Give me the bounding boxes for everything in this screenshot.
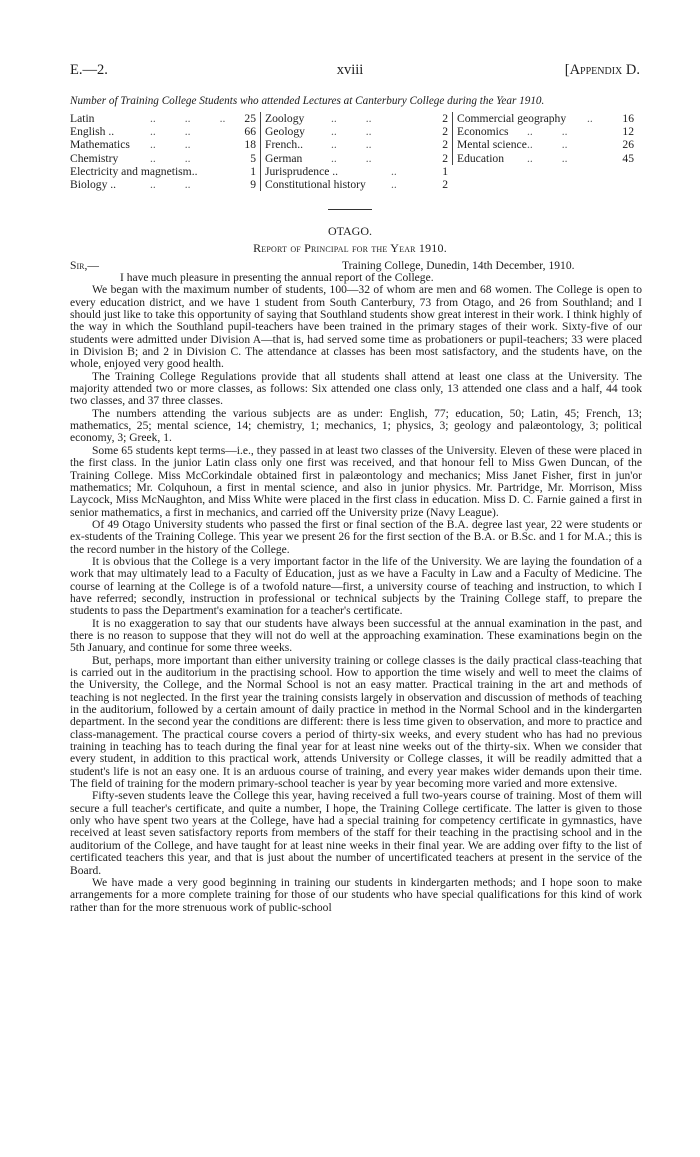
- header-appendix: [565, 62, 640, 79]
- header-bracket: [: [564, 62, 570, 78]
- student-count: 25: [244, 112, 256, 125]
- header-page-number: xviii: [336, 62, 364, 78]
- table-column-3: [452, 112, 640, 165]
- page-header: [0, 62, 700, 84]
- leader-dots: .. ..: [331, 151, 372, 165]
- table-column-1: [70, 112, 260, 191]
- report-paragraph: We have made a very good beginning in training our students in kindergarten methods; and I hope soon to make arrangements for a more complete training for those of our students who have special qualifications for this kind of work rather than for the more strenuous work of public-school: [70, 876, 642, 914]
- leader-dots: ..: [391, 177, 397, 191]
- report-paragraph: We began with the maximum number of students, 100—32 of whom are men and 68 women. The College is open to every education district, and we have 1 student from South Canterbury, 73 from Otago, and 26 from Southland; and I should just like to take this opportunity of saying that Southland students show great interest in their work. I think highly of the way in which the Southland pupil-teachers have been trained in the primary stages of their work. Sixty-five of our students were admitted under Division A—that is, had served some time as probationers or pupil-teachers; 33 were placed in Division B; and 2 in Division C. The attendance at classes has been most satisfactory, and the students have, on the whole, enjoyed very good health.: [70, 284, 642, 371]
- leader-dots: ..: [587, 112, 593, 125]
- student-count: 26: [622, 138, 634, 152]
- leader-dots: .. ..: [150, 177, 191, 191]
- student-count: 2: [442, 138, 448, 152]
- leader-dots: ..: [391, 164, 397, 178]
- subject-name: French..: [265, 138, 303, 152]
- student-count: 2: [442, 151, 448, 165]
- section-title: OTAGO.: [327, 224, 373, 238]
- leader-dots: .. ..: [150, 125, 191, 139]
- student-count: 2: [442, 112, 448, 125]
- student-count: 1: [442, 164, 448, 178]
- student-count: 16: [622, 112, 634, 125]
- report-body: [70, 272, 642, 914]
- report-title: Report of Principal for the Year 1910.: [253, 241, 447, 255]
- subject-name: Zoology: [265, 112, 305, 125]
- table-row: [70, 112, 260, 125]
- salutation: Sir,—: [70, 259, 99, 272]
- subject-name: Mental science: [457, 138, 527, 152]
- student-count: 18: [244, 138, 256, 152]
- subject-name: Constitutional history: [265, 177, 366, 191]
- table-row: [70, 125, 260, 138]
- table-caption: Number of Training College Students who attended Lectures at Canterbury College during the Year 1910.: [70, 95, 545, 107]
- table-row: [70, 138, 260, 151]
- table-row: [70, 165, 260, 178]
- subject-name: Latin: [70, 112, 95, 125]
- student-count: 2: [442, 125, 448, 139]
- leader-dots: .. ..: [527, 151, 568, 165]
- student-count: 5: [250, 151, 256, 165]
- table-row: [265, 112, 452, 125]
- header-reference: E.—2.: [70, 62, 108, 78]
- subject-name: English ..: [70, 125, 115, 139]
- report-paragraph: But, perhaps, more important than either university training or college classes is the daily practical class-teaching that is carried out in the auditorium in the practising school. How to apportion the time wisely and well to meet the claims of the University, the College, and the Normal School is not an easy matter. Practical training in the art and methods of teaching is not neglected. In the first year the training consists largely in observation and discussion of methods of teaching in the auditorium, followed by a certain amount of daily practice in method in the Normal School and in the kindergarten department. In the second year the conditions are different: there is less time given to observation, and more to practice and class-management. The practical course covers a period of thirty-six weeks, and every student who has had no previous training in teaching has to teach during the final year for at least nine weeks out of the thirty-six. When we consider that every student, in addition to this practical work, attends University or College classes, it will be readily admitted that a student's life is not an easy one. It is an arduous course of training, and every year makes wider demands upon their time. The field of training for the modern primary-school teacher is year by year becoming more varied and more extensive.: [70, 654, 642, 791]
- report-paragraph: It is no exaggeration to say that our students have always been successful at the annual examination in the past, and there is no reason to suppose that they will not do well at the approaching examination. These examinations begin on the 5th January, and continue for some three weeks.: [70, 617, 642, 655]
- table-row: [265, 152, 452, 165]
- student-count: 2: [442, 177, 448, 191]
- report-paragraph: The numbers attending the various subjects are as under: English, 77; education, 50; Latin, 45; French, 13; mathematics, 25; mental science, 14; chemistry, 1; mechanics, 1; physics, 3; geology and palæontology, 3; political economy, 3; Greek, 1.: [70, 407, 642, 445]
- table-row: [265, 138, 452, 151]
- subject-name: Biology ..: [70, 177, 117, 191]
- subject-name: Jurisprudence ..: [265, 164, 339, 178]
- leader-dots: .. ..: [150, 151, 191, 165]
- report-paragraph: Of 49 Otago University students who passed the first or final section of the B.A. degree last year, 22 were students or ex-students of the Training College. This year we present 26 for the first section of the B.A. or B.Sc. and 1 for M.A.; this is the record number in the history of the College.: [70, 518, 642, 556]
- student-count: 9: [250, 177, 256, 191]
- student-count: 66: [244, 125, 256, 139]
- report-paragraph: It is obvious that the College is a very important factor in the life of the University. We are laying the foundation of a work that may ultimately lead to a Faculty of Education, just as we have a Faculty in Law and a Faculty of Medicine. The course of learning at the College is of a twofold nature—first, a university course of teaching and instruction, to which I have referred; secondly, instruction in professional or technical subjects by the Training College staff, to prepare the students to pass the Department's examination for a teacher's certificate.: [70, 555, 642, 618]
- address-date: Training College, Dunedin, 14th December, 1910.: [342, 259, 575, 272]
- student-count: 1: [250, 164, 256, 178]
- student-count: 12: [622, 125, 634, 139]
- section-divider: [328, 209, 372, 210]
- table-row: [70, 152, 260, 165]
- leader-dots: .. ..: [527, 138, 568, 152]
- table-row: [265, 165, 452, 178]
- subject-name: German: [265, 151, 303, 165]
- leader-dots: .. ..: [331, 112, 372, 125]
- leader-dots: .. ..: [331, 125, 372, 139]
- table-row: [265, 178, 452, 191]
- subject-name: Commercial geography: [457, 112, 567, 125]
- report-paragraph: I have much pleasure in presenting the annual report of the College.: [120, 272, 434, 284]
- subject-name: Education: [457, 151, 505, 165]
- subject-name: Economics: [457, 125, 509, 139]
- report-paragraph: Some 65 students kept terms—i.e., they passed in at least two classes of the University. Eleven of these were placed in the first class. In the junior Latin class only one first was received, and that honour fell to Miss Gwen Duncan, of the Training College. Miss McCorkindale obtained first in palæontology and mechanics; Miss Janet Fisher, first in jun'or mathematics; Mr. Colquhoun, a first in mental science, and also in junior physics. Mr. Partridge, Mr. Morrison, Miss Laycock, Miss McNaughton, and Miss White were placed in the first class in education. Miss D. C. Farnie gained a first in senior mathematics, a first in mechanics, and carried off the University prize (Navy League).: [70, 444, 642, 519]
- table-row: [265, 125, 452, 138]
- report-paragraph: The Training College Regulations provide that all students shall attend at least one class at the University. The majority attended two or more classes, as follows: Six attended one class only, 13 attended one class and a half, 44 took two classes, and 37 three classes.: [70, 370, 642, 408]
- table-row: [457, 125, 640, 138]
- table-row: [457, 138, 640, 151]
- subject-name: Mathematics: [70, 138, 130, 152]
- table-column-2: [260, 112, 452, 191]
- leader-dots: .. .. ..: [150, 112, 226, 125]
- header-appendix-letter: D.: [625, 62, 640, 78]
- subject-name: Chemistry: [70, 151, 119, 165]
- subject-name: Electricity and magnetism..: [70, 164, 198, 178]
- leader-dots: .. ..: [527, 125, 568, 139]
- header-appendix-word: Appendix: [569, 62, 623, 78]
- table-row: [457, 152, 640, 165]
- table-row: [457, 112, 640, 125]
- student-count: 45: [622, 151, 634, 165]
- report-paragraph: Fifty-seven students leave the College this year, having received a full two-years course of training. Most of them will secure a full teacher's certificate, and quite a number, I hope, the Training College certificate. The latter is given to those only who have spent two years at the College, have had a special training for competency certificate in gymnastics, have received at least seven satisfactory reports from members of the staff for their teaching in the practising school and in the auditorium of the College, and have taught for at least nine weeks in their final year. We are adding over fifty to the list of certificated teachers this year, and that is just about the number of uncertificated teachers at present in the service of the Board.: [70, 790, 642, 877]
- leader-dots: .. ..: [331, 138, 372, 152]
- leader-dots: .. ..: [150, 138, 191, 152]
- table-row: [70, 178, 260, 191]
- subject-name: Geology: [265, 125, 305, 139]
